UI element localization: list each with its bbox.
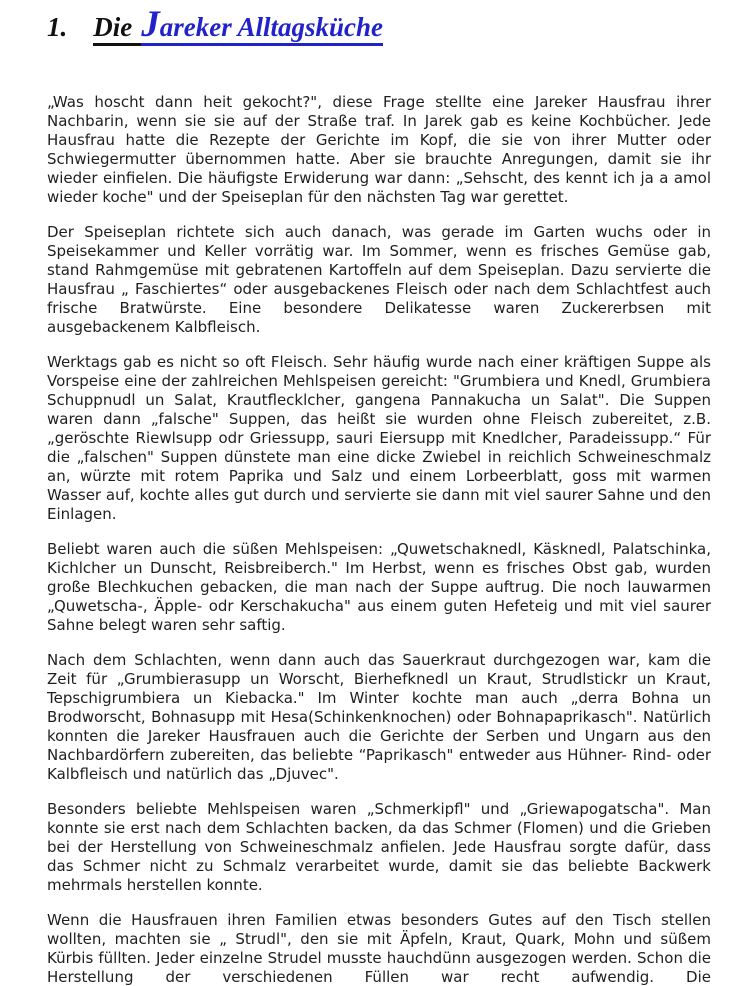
paragraph-1: „Was hoscht dann heit gekocht?", diese Frage stellte eine Jareker Hausfrau ihrer Nachbarin, wenn sie sie auf der Straße traf. In Jarek gab es keine Kochbücher. Jede Hausfrau hatte die Rezepte der Gerichte im Kopf, die sie von ihrer Mutter oder Schwiegermutter übernommen hatte. Aber sie brauchte Anregungen, damit sie ihr wieder einfielen. Die häufigste Erwiderung war dann: „Sehscht, des kennt ich ja a amol wieder koche" und der Speiseplan für den nächsten Tag war gerettet. xyxy=(47,93,711,206)
heading-number: 1. xyxy=(47,12,68,42)
heading-rest: areker Alltagsküche xyxy=(159,12,383,42)
page-title xyxy=(47,4,750,45)
paragraph-4: Beliebt waren auch die süßen Mehlspeisen: „Quwetschaknedl, Käsknedl, Palatschinka, Kichlcher un Dunscht, Reisbreiberch." Im Herbst, wenn es frisches Obst gab, wurden große Blechkuchen gebacken, die man nach der Suppe auftrug. Die noch lauwarmen „Quwetscha-, Äpple- odr Kerschakucha" aus einem guten Hefeteig und mit viel saurer Sahne belegt waren sehr saftig. xyxy=(47,540,711,634)
paragraph-5: Nach dem Schlachten, wenn dann auch das Sauerkraut durchgezogen war, kam die Zeit für „Grumbierasupp un Worscht, Bierhefknedl un Kraut, Strudlstickr un Kraut, Tepschigrumbiera un Kiebacka." Im Winter kochte man auch „derra Bohna un Brodworscht, Bohnasupp mit Hesa(Schinkenknochen) oder Bohnapaprikasch". Natürlich konnten die Jareker Hausfrauen auch die Gerichte der Serben und Ungarn aus den Nachbardörfern zubereiten, das beliebte “Paprikasch" entweder aus Hühner- Rind- oder Kalbfleisch und natürlich das „Djuvec". xyxy=(47,651,711,783)
heading-initial-j: J xyxy=(141,4,160,45)
heading-word-die: Die xyxy=(93,12,141,46)
document-body xyxy=(47,93,711,986)
paragraph-6: Besonders beliebte Mehlspeisen waren „Schmerkipfl" und „Griewapogatscha". Man konnte sie erst nach dem Schlachten backen, da das Schmer (Flomen) und die Grieben bei der Herstellung von Schweineschmalz anfielen. Jede Hausfrau sorgte dafür, dass das Schmer nicht zu Schmalz verarbeitet wurde, damit sie das beliebte Backwerk mehrmals herstellen konnte. xyxy=(47,800,711,894)
heading-word-jareker-alltagskueche xyxy=(141,4,383,46)
paragraph-3: Werktags gab es nicht so oft Fleisch. Sehr häufig wurde nach einer kräftigen Suppe als Vorspeise eine der zahlreichen Mehlspeisen gereicht: "Grumbiera und Knedl, Grumbiera Schuppnudl un Salat, Krautflecklcher, gangena Pannakucha un Salat". Die Suppen waren dann „falsche" Suppen, das heißt sie wurden ohne Fleisch zubereitet, z.B. „geröschte Riewlsupp odr Griessupp, sauri Eiersupp mit Knedlcher, Paradeissupp.“ Für die „falschen" Suppen dünstete man eine dicke Zwiebel in reichlich Schweineschmalz an, würzte mit rotem Paprika und Salz und einem Lorbeerblatt, goss mit warmen Wasser auf, kochte alles gut durch und servierte sie dann mit viel saurer Sahne und den Einlagen. xyxy=(47,353,711,523)
paragraph-7: Wenn die Hausfrauen ihren Familien etwas besonders Gutes auf den Tisch stellen wollten, machten sie „ Strudl", den sie mit Äpfeln, Kraut, Quark, Mohn und süßem Kürbis füllten. Jeder einzelne Strudel musste hauchdünn ausgezogen werden. Schon die Herstellung der verschiedenen Füllen war recht aufwendig. Die xyxy=(47,911,711,986)
paragraph-2: Der Speiseplan richtete sich auch danach, was gerade im Garten wuchs oder in Speisekammer und Keller vorrätig war. Im Sommer, wenn es frisches Gemüse gab, stand Rahmgemüse mit gebratenen Kartoffeln auf dem Speiseplan. Dazu servierte die Hausfrau „ Faschiertes“ oder ausgebackenes Fleisch oder nach dem Schlachtfest auch frische Bratwürste. Eine besondere Delikatesse waren Zuckererbsen mit ausgebackenem Kalbfleisch. xyxy=(47,223,711,336)
